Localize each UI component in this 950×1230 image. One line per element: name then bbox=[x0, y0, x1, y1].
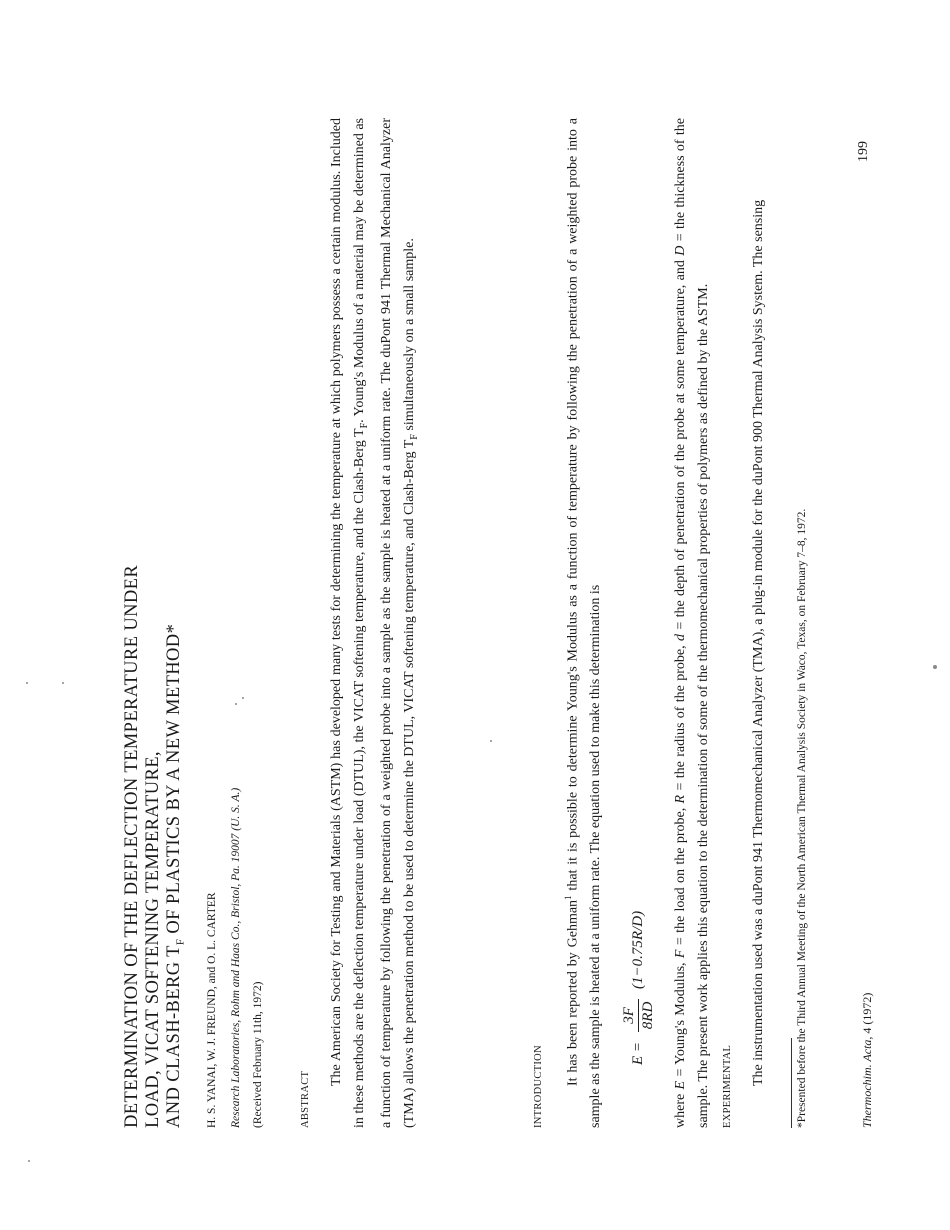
youngs-modulus-equation bbox=[620, 911, 657, 1065]
scan-speck bbox=[28, 1160, 30, 1162]
footnote: *Presented before the Third Annual Meeting of the North American Thermal Analysis Society in Waco, Texas, on February 7–8, 1972. bbox=[796, 508, 808, 1128]
equation-factor: (1−0.75R/D) bbox=[629, 910, 646, 989]
author-list: H. S. YANAI, W. J. FREUND, and O. L. CARTER bbox=[206, 892, 218, 1128]
abstract-heading: ABSTRACT bbox=[300, 1070, 311, 1128]
introduction-paragraph: It has been reported by Gehman$^1$ that it is possible to determine Young's Modulus as a function of temperature by following the penetration of a weighted probe into a sample as the sample is heated at a uniform rate. The equation used to make this determination is bbox=[563, 118, 604, 1128]
equation-numerator: 3F bbox=[620, 999, 639, 1033]
scan-speck bbox=[242, 697, 244, 699]
scan-speck bbox=[26, 682, 28, 684]
abstract-paragraph: The American Society for Testing and Materials (ASTM) has developed many tests for determining the temperature at which polymers possess a certain modulus. Included in these methods are the deflection temperature under load (DTUL), the VICAT softening temperature, and the Clash-Berg $T_F$. Young's Modulus of a material may be determined as a function of temperature by following the penetration of a weighted probe into a sample as the sample is heated at a uniform rate. The duPont 941 Thermal Mechanical Analyzer (TMA) allows the penetration method to be used to determine the DTUL, VICAT softening temperature, and Clash-Berg $T_F$ simultaneously on a small sample. bbox=[329, 117, 420, 1128]
experimental-paragraph: The instrumentation used was a duPont 941 Thermomechanical Analyzer (TMA), a plug-in module for the duPont 900 Thermal Analysis System. The sensing bbox=[751, 199, 766, 1086]
rotated-page-content bbox=[30, 10, 920, 1180]
affiliation: Research Laboratories, Rohm and Haas Co., Bristol, Pa. 19007 (U. S. A.) bbox=[230, 787, 242, 1128]
equation-lhs: E = bbox=[629, 1041, 646, 1065]
equation-fraction bbox=[620, 999, 657, 1033]
footnote-divider bbox=[791, 1038, 792, 1128]
title-line-2: LOAD, VICAT SOFTENING TEMPERATURE, bbox=[143, 751, 163, 1128]
equation-definitions: where E = Young's Modulus, F = the load on the probe, R = the radius of the probe, d = the depth of penetration of the probe at some temperature, and D = the thickness of the sample. The present work applies this equation to the determination of some of the thermomechanical properties of polymers as defined by the ASTM. bbox=[673, 117, 711, 1128]
journal-citation: Thermochim. Acta, 4 (1972) bbox=[860, 992, 874, 1128]
received-date: (Received February 11th, 1972) bbox=[252, 981, 264, 1128]
title-line-1: DETERMINATION OF THE DEFLECTION TEMPERATURE UNDER bbox=[122, 564, 142, 1128]
scan-speck bbox=[235, 703, 237, 705]
experimental-heading: EXPERIMENTAL bbox=[722, 1044, 733, 1128]
scan-speck bbox=[62, 682, 64, 684]
page-number: 199 bbox=[856, 141, 871, 162]
equation-denominator: 8RD bbox=[640, 1001, 656, 1030]
introduction-heading: INTRODUCTION bbox=[533, 1045, 544, 1128]
title-line-3: AND CLASH-BERG $T_F$ OF PLASTICS BY A NEW METHOD* bbox=[164, 623, 187, 1128]
scan-speck bbox=[490, 740, 492, 742]
paper-title bbox=[122, 128, 192, 1128]
scan-speck bbox=[933, 665, 937, 669]
